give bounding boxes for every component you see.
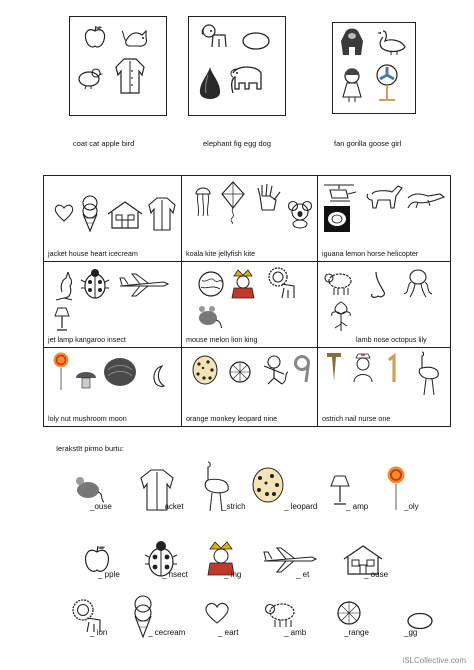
girl-icon: [339, 67, 365, 103]
kite-icon: [220, 180, 246, 224]
picture-box-3-caption: fan gorilla goose girl: [334, 139, 402, 148]
ostrich-icon: [412, 350, 442, 396]
moon-icon: [148, 364, 168, 388]
melon-icon: [196, 270, 226, 298]
jacket-icon: [148, 196, 176, 232]
fig-icon: [197, 65, 223, 103]
icecream-icon: [80, 194, 100, 232]
apple-icon: [84, 25, 106, 49]
grid-cell-jet: [44, 262, 182, 348]
exercise-word[interactable]: _strich: [222, 502, 246, 511]
exercise-word[interactable]: _ouse: [90, 502, 112, 511]
jet-icon: [118, 272, 170, 298]
egg-icon: [241, 31, 271, 51]
exercise-word[interactable]: _oly: [404, 502, 419, 511]
grid-cell-loly: [44, 348, 182, 426]
exercise-instruction: Ierakstīt pirmo burtu:: [56, 444, 124, 453]
picture-box-1-caption: coat cat apple bird: [73, 139, 135, 148]
monkey-icon: [260, 354, 288, 386]
grid-cell-label: jacket house heart icecream: [48, 249, 138, 258]
dog-icon: [199, 23, 229, 51]
lily-icon: [328, 300, 354, 332]
lion-icon: [266, 266, 298, 300]
grid-cell-label: mouse melon lion king: [186, 335, 258, 344]
heart-icon: [54, 204, 74, 222]
house-icon: [106, 200, 144, 230]
mushroom-icon: [74, 368, 98, 390]
exercise-word[interactable]: _gg: [404, 628, 418, 637]
jet-icon: [262, 546, 318, 574]
lolly-icon: [386, 466, 406, 512]
exercise-word[interactable]: _ cecream: [148, 628, 186, 637]
grid-cell-label: iguana lemon horse helicopter: [322, 249, 419, 258]
octopus-icon: [402, 268, 434, 298]
insect-icon: [80, 268, 110, 300]
grid-cell-label: loly nut mushroom moon: [48, 414, 127, 423]
exercise-word[interactable]: _ et: [296, 570, 310, 579]
king-icon: [230, 268, 256, 300]
grid-cell-iguana: [318, 176, 450, 262]
site-credit: iSLCollective.com: [402, 656, 466, 665]
nose-icon: [368, 270, 388, 300]
grid-cell-label: ostrich nail nurse one: [322, 414, 391, 423]
grid-cell-lamb: [318, 262, 450, 348]
nine-icon: [292, 354, 312, 384]
koala-icon: [288, 200, 312, 228]
nut-icon: [102, 356, 138, 388]
orange-icon: [228, 360, 252, 384]
hand-icon: [254, 182, 284, 212]
picture-box-3: [332, 22, 416, 114]
exercise-word[interactable]: _ amb: [284, 628, 307, 637]
lolly-icon: [52, 352, 70, 392]
heart-icon: [204, 602, 230, 624]
goose-icon: [375, 29, 407, 55]
gorilla-icon: [339, 27, 365, 57]
kangaroo-icon: [52, 270, 76, 302]
elephant-icon: [227, 63, 267, 97]
orange-icon: [336, 600, 362, 626]
helicopter-icon: [322, 182, 356, 202]
exercise-word[interactable]: _ ing: [224, 570, 242, 579]
picture-box-2: [188, 16, 286, 116]
grid-cell-mouse: [182, 262, 318, 348]
grid-cell-label: koala kite jellyfish kite: [186, 249, 256, 258]
fan-icon: [373, 63, 401, 103]
grid-cell-label: lamb nose octopus lily: [356, 335, 427, 344]
exercise-word[interactable]: _acket: [160, 502, 184, 511]
grid-cell-label: orange monkey leopard nine: [186, 414, 278, 423]
lamb-icon: [324, 270, 354, 296]
one-icon: [386, 354, 400, 384]
picture-box-2-caption: elephant fig egg dog: [203, 139, 271, 148]
bird-icon: [76, 65, 102, 89]
exercise-word[interactable]: _ amp: [346, 502, 369, 511]
lamp-icon: [54, 306, 70, 332]
leopard-icon: [190, 354, 220, 386]
lemon-icon: [324, 206, 350, 232]
grid-cell-label: jet lamp kangaroo insect: [48, 335, 126, 344]
mouse-icon: [194, 304, 222, 328]
jellyfish-icon: [194, 184, 212, 218]
horse-icon: [364, 182, 404, 212]
picture-box-1: [69, 16, 167, 116]
grid-cell-jacket: [44, 176, 182, 262]
nail-icon: [326, 352, 342, 382]
exercise-word[interactable]: _ pple: [98, 570, 120, 579]
lamb-icon: [264, 600, 298, 628]
exercise-word[interactable]: _ ouse: [364, 570, 389, 579]
iguana-icon: [406, 186, 446, 210]
mouse-icon: [70, 474, 104, 504]
grid-cell-orange: [182, 348, 318, 426]
exercise-word[interactable]: _range: [344, 628, 369, 637]
nurse-icon: [350, 352, 376, 384]
grid-cell-koala: [182, 176, 318, 262]
exercise-word[interactable]: _ leopard: [284, 502, 318, 511]
exercise-word[interactable]: _ ion: [90, 628, 108, 637]
coat-icon: [114, 57, 146, 95]
cat-icon: [122, 27, 150, 49]
grid-cell-ostrich: [318, 348, 450, 426]
vocabulary-grid: [43, 175, 451, 427]
exercise-word[interactable]: _ nsect: [162, 570, 188, 579]
exercise-word[interactable]: _ eart: [218, 628, 239, 637]
leopard-icon: [250, 466, 286, 504]
